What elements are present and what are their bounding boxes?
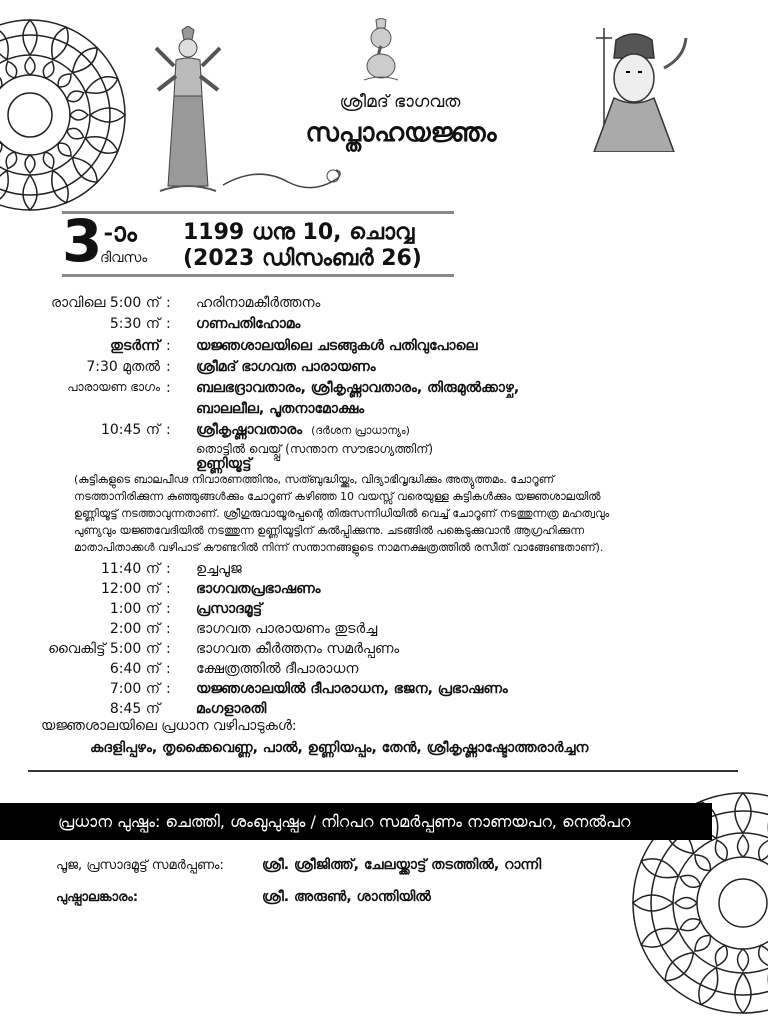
schedule-sep: : bbox=[166, 359, 171, 375]
schedule-time: രാവിലെ 5:00 ന് bbox=[51, 295, 160, 311]
schedule-time: 5:30 ന് bbox=[109, 316, 160, 332]
schedule-time: 1:00 ന് bbox=[109, 601, 160, 617]
lotus-scroll-icon bbox=[218, 160, 348, 200]
note-line: ഉണ്ണിയൂട്ട് നടത്താവുന്നതാണ്. ശ്രീഗുരുവായൂരപ്പന്റെ തിരുസന്നിധിയിൽ വെച്ച് ചോറൂണ് നടത്തുന്നത്ര മഹത്വവും bbox=[74, 507, 610, 520]
schedule-time: 11:40 ന് bbox=[100, 561, 160, 577]
schedule-sep: : bbox=[166, 621, 171, 637]
day-number: 3 bbox=[62, 207, 103, 275]
divider-top bbox=[62, 211, 454, 214]
schedule-time: 2:00 ന് bbox=[109, 621, 160, 637]
mandala-top-left-icon bbox=[0, 0, 130, 230]
credit-value: ശ്രീ. അരുൺ, ശാന്തിയിൽ bbox=[262, 889, 431, 905]
schedule-event: ക്ഷേത്രത്തിൽ ദീപാരാധന bbox=[196, 661, 359, 677]
schedule-event: ബലഭദ്രാവതാരം, ശ്രീകൃഷ്ണാവതാരം, തിരുമുൽക്കാഴ്ച, bbox=[196, 380, 520, 396]
schedule-row bbox=[0, 601, 768, 621]
schedule-sep: : bbox=[166, 681, 171, 697]
schedule-sep: : bbox=[166, 422, 171, 438]
schedule-event: തൊട്ടിൽ വെയ്പ്പ് (സന്താന സൗഭാഗ്യത്തിന്) bbox=[196, 442, 434, 456]
schedule-event: ഉണ്ണിയൂട്ട് bbox=[196, 456, 252, 472]
schedule-sep: : bbox=[166, 295, 171, 311]
schedule-event: ഭാഗവത കീർത്തനം സമർപ്പണം bbox=[196, 641, 400, 657]
schedule-time: 6:40 ന് bbox=[109, 661, 160, 677]
schedule-sep: : bbox=[166, 581, 171, 597]
schedule-event: ഹരിനാമകീർത്തനം bbox=[196, 295, 321, 311]
credit-value: ശ്രീ. ശ്രീജിത്ത്, ചേലയ്ക്കാട്ട് തടത്തിൽ, റാന്നി bbox=[262, 857, 542, 873]
schedule-event: ശ്രീമദ് ഭാഗവത പാരായണം bbox=[196, 359, 376, 375]
date-gregorian: (2023 ഡിസംബർ 26) bbox=[183, 246, 422, 271]
schedule-event: ഗണപതിഹോമം bbox=[196, 316, 301, 332]
schedule-event: ശ്രീകൃഷ്ണാവതാരം bbox=[196, 422, 303, 438]
schedule-row bbox=[0, 359, 768, 379]
day-label: ദിവസം bbox=[100, 250, 148, 266]
schedule-time: 12:00 ന് bbox=[100, 581, 160, 597]
note-line: പുണ്യവും യജ്ഞവേദിയിൽ നടത്തുന്ന ഉണ്ണിയൂട്ടിന് കൽപ്പിക്കുന്നു. ചടങ്ങിൽ പങ്കെടുക്കുവാൻ ആഗ്രഹിക്കുന്ന bbox=[74, 524, 585, 537]
schedule-time: വൈകിട്ട് 5:00 ന് bbox=[48, 641, 160, 657]
section-divider bbox=[28, 770, 738, 772]
schedule-time: 7:30 മുതൽ bbox=[86, 359, 160, 375]
day-suffix: -ാം bbox=[104, 218, 137, 248]
schedule-time: തുടർന്ന് bbox=[110, 338, 160, 354]
schedule-row bbox=[0, 561, 768, 581]
schedule-row bbox=[0, 581, 768, 601]
unniyoottu-note bbox=[74, 471, 694, 556]
schedule-row bbox=[0, 681, 768, 701]
schedule-event: ഭാഗവതപ്രഭാഷണം bbox=[196, 581, 321, 597]
goddess-figure-icon bbox=[148, 26, 228, 196]
schedule-event: പ്രസാദമൂട്ട് bbox=[196, 601, 263, 617]
schedule-time: 8:45 ന് bbox=[109, 701, 160, 717]
main-flower-text: പ്രധാന പുഷ്പം: ചെത്തി, ശംഖുപുഷ്പം / നിറപറ സമർപ്പണം നാണയപറ, നെൽപറ bbox=[58, 812, 631, 831]
schedule-sep: : bbox=[166, 661, 171, 677]
shiva-figure-icon bbox=[574, 28, 694, 152]
schedule-row bbox=[0, 422, 768, 442]
divider-bottom bbox=[62, 274, 454, 277]
schedule-sep: : bbox=[166, 338, 171, 354]
date-malayalam: 1199 ധനു 10, ചൊവ്വ bbox=[183, 220, 415, 245]
schedule-row bbox=[0, 295, 768, 315]
schedule-row bbox=[0, 661, 768, 681]
schedule-sep: : bbox=[166, 316, 171, 332]
schedule-row bbox=[0, 380, 768, 400]
schedule-event: യജ്ഞശാലയിൽ ദീപാരാധന, ഭജന, പ്രഭാഷണം bbox=[196, 681, 508, 697]
vazhipadu-list: കദളിപ്പഴം, തൃക്കൈവെണ്ണ, പാൽ, ഉണ്ണിയപ്പം, തേൻ, ശ്രീകൃഷ്ണാഷ്ടോത്തരാർച്ചന bbox=[90, 740, 589, 756]
schedule-event-extra: (ദർശന പ്രാധാന്യം) bbox=[311, 424, 410, 437]
schedule-time: പാരായണ ഭാഗം bbox=[67, 380, 160, 394]
main-flower-band bbox=[0, 803, 712, 840]
note-line: (കുട്ടികളുടെ ബാലപീഢ നിവാരണത്തിനും, സത്ബുദ്ധിയ്ക്കും, വിദ്യാഭിവൃദ്ധിക്കും അത്യുത്തമം. ചോറൂണ് bbox=[74, 473, 555, 486]
schedule-row bbox=[0, 316, 768, 336]
credit-label: പൂജ, പ്രസാദമൂട്ട് സമർപ്പണം: bbox=[56, 858, 224, 873]
schedule-sep: : bbox=[166, 561, 171, 577]
schedule-time: 7:00 ന് bbox=[109, 681, 160, 697]
event-title: സപ്താഹയജ്ഞം bbox=[305, 118, 497, 148]
event-subtitle: ശ്രീമദ് ഭാഗവത bbox=[339, 92, 461, 112]
schedule-row bbox=[0, 641, 768, 661]
note-line: നടത്താനിരിക്കുന്ന കുഞ്ഞുങ്ങൾക്കും ചോറൂണ് കഴിഞ്ഞ 10 വയസ്സ് വരെയുള്ള കുട്ടികൾക്കും യജ്ഞശാലയിൽ bbox=[74, 490, 601, 503]
schedule-row bbox=[0, 401, 768, 421]
schedule-event: യജ്ഞശാലയിലെ ചടങ്ങുകൾ പതിവുപോലെ bbox=[196, 338, 478, 354]
schedule-row bbox=[0, 621, 768, 641]
schedule-sep: : bbox=[166, 641, 171, 657]
note-line: മാതാപിതാക്കൾ വഴിപാട് കൗണ്ടറിൽ നിന്ന് സന്താനങ്ങളുടെ നാമനക്ഷത്രത്തിൽ രസീത് വാങ്ങേണ്ടതാണ്). bbox=[74, 541, 604, 554]
schedule-event: ഉച്ചപൂജ bbox=[196, 561, 242, 577]
credit-label: പുഷ്പാലങ്കാരം: bbox=[56, 890, 139, 905]
schedule-event: ഭാഗവത പാരായണം തുടർച്ച bbox=[196, 621, 378, 637]
schedule-event: ബാലലീല, പൂതനാമോക്ഷം bbox=[196, 401, 365, 417]
vazhipadu-heading: യജ്ഞശാലയിലെ പ്രധാന വഴിപാടുകൾ: bbox=[41, 718, 297, 734]
schedule-time: 10:45 ന് bbox=[100, 422, 160, 438]
ganesha-figure-icon bbox=[358, 18, 404, 84]
schedule-sep: : bbox=[166, 601, 171, 617]
schedule-sep: : bbox=[166, 380, 171, 396]
schedule-event: മംഗളാരതി bbox=[196, 701, 267, 717]
schedule-row bbox=[0, 338, 768, 358]
